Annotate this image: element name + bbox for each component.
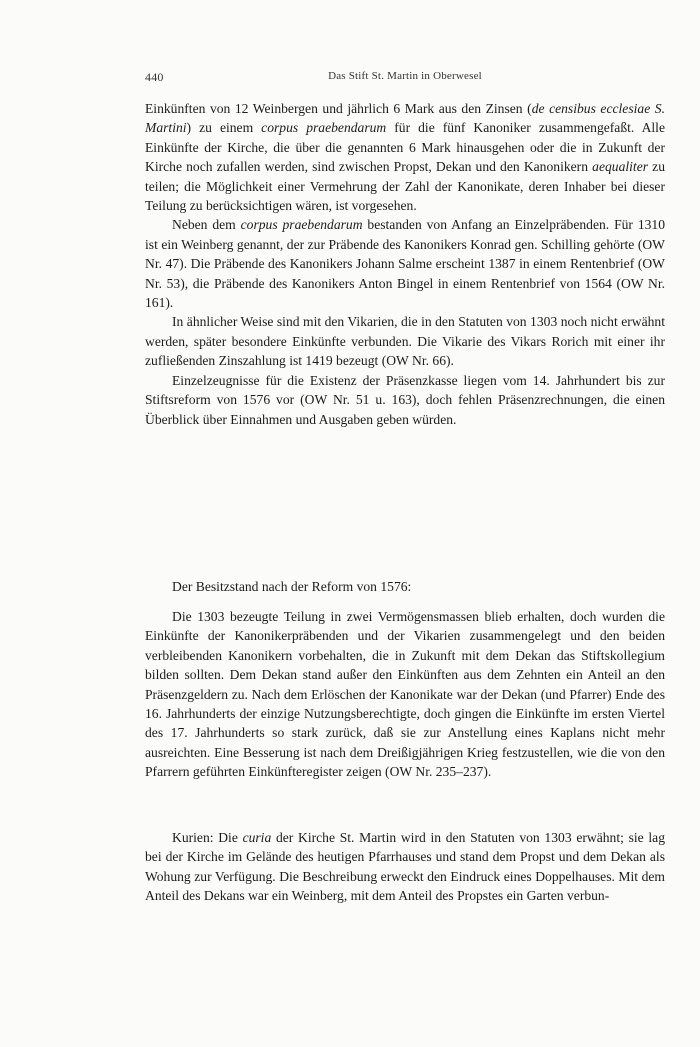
- section-heading-block: [145, 577, 665, 596]
- body-text-section-3: [145, 828, 665, 906]
- text-run: ) zu einem: [186, 120, 262, 136]
- text-run: der Kirche St. Martin wird in den Statuten von 1303 erwähnt; sie lag bei der Kirche im Gelände des heutigen Pfarrhauses und stand dem Propst und dem Dekan als Wohung zur Verfügung. Die Beschreibung erweckt den Eindruck eines Doppelhauses. Mit dem Anteil des Dekans war ein Weinberg, mit dem Anteil des Propstes ein Garten verbun-: [145, 830, 665, 904]
- latin-term: corpus praebendarum: [261, 120, 387, 136]
- body-text-section-2: [145, 607, 665, 782]
- section-heading: Der Besitzstand nach der Reform von 1576:: [172, 579, 412, 594]
- paragraph-einzelpraebenden: [145, 215, 665, 312]
- body-text-section-1: [145, 99, 665, 429]
- paragraph-corpus-praebendarum: [145, 99, 665, 215]
- page-header: [145, 70, 665, 86]
- paragraph-praesenzkasse: Einzelzeugnisse für die Existenz der Präsenzkasse liegen vom 14. Jahrhundert bis zur Stiftsreform von 1576 vor (OW Nr. 51 u. 163), doch fehlen Präsenzrechnungen, die einen Überblick über Einnahmen und Ausgaben geben würden.: [145, 372, 665, 427]
- text-run: Einkünften von 12 Weinbergen und jährlich 6 Mark aus den Zinsen (: [145, 101, 532, 116]
- text-run: Kurien: Die: [172, 830, 243, 845]
- paragraph-besitzstand: Die 1303 bezeugte Teilung in zwei Vermögensmassen blieb erhalten, doch wurden die Einkünfte der Kanonikerpräbenden und der Vikarien zusammengelegt und den beiden verbleibenden Kanonikern vorbehalten, die in Zukunft mit dem Dekan das Stiftskollegium bilden sollten. Dem Dekan stand außer den Einkünften aus dem Zehnten ein Anteil an den Präsenzgeldern zu. Nach dem Erlöschen der Kanonikate war der Dekan (und Pfarrer) Ende des 16. Jahrhunderts der einzige Nutzungsberechtigte, doch gingen die Einkünfte im ersten Viertel des 17. Jahrhunderts so stark zurück, daß sie zur Anstellung eines Kaplans nicht mehr ausreichten. Eine Besserung ist nach dem Dreißigjährigen Krieg festzustellen, wie die von den Pfarrern geführten Einkünfteregister zeigen (OW Nr. 235–237).: [145, 609, 665, 780]
- running-title: Das Stift St. Martin in Oberwesel: [328, 70, 482, 82]
- text-run: bestanden von Anfang an Einzelpräbenden. Für 1310 ist ein Weinberg genannt, der zur Präbende des Kanonikers Konrad gen. Schilling gehörte (OW Nr. 47). Die Präbende des Kanonikers Johann Salme erscheint 1387 in einem Rentenbrief (OW Nr. 53), die Präbende des Kanonikers Anton Bingel in einem Rentenbrief von 1564 (OW Nr. 161).: [145, 217, 666, 311]
- latin-term: de censibus ecclesiae S. Martini: [145, 101, 665, 136]
- latin-term: aequaliter: [592, 159, 649, 175]
- text-run: Neben dem: [172, 217, 241, 233]
- text-run: für die fünf Kanoniker zusammengefaßt. Alle Einkünfte der Kirche, die über die genannten 6 Mark hinausgehen oder die in Zukunft der Kirche noch zufallen werden, sind zwischen Propst, Dekan und den Kanonikern: [145, 120, 665, 175]
- text-run: zu teilen; die Möglichkeit einer Vermehrung der Zahl der Kanonikate, deren Inhaber bei dieser Teilung zu berücksichtigen wären, ist vorgesehen.: [145, 159, 665, 214]
- paragraph-kurien: [145, 828, 665, 906]
- page-number: 440: [145, 70, 164, 84]
- paragraph-vikarien: In ähnlicher Weise sind mit den Vikarien, die in den Statuten von 1303 noch nicht erwähnt werden, später besondere Einkünfte verbunden. Die Vikarie des Vikars Rorich mit einer ihr zufließenden Zinszahlung ist 1419 bezeugt (OW Nr. 66).: [145, 314, 665, 369]
- latin-term: corpus praebendarum: [240, 217, 363, 233]
- latin-term: curia: [242, 830, 272, 845]
